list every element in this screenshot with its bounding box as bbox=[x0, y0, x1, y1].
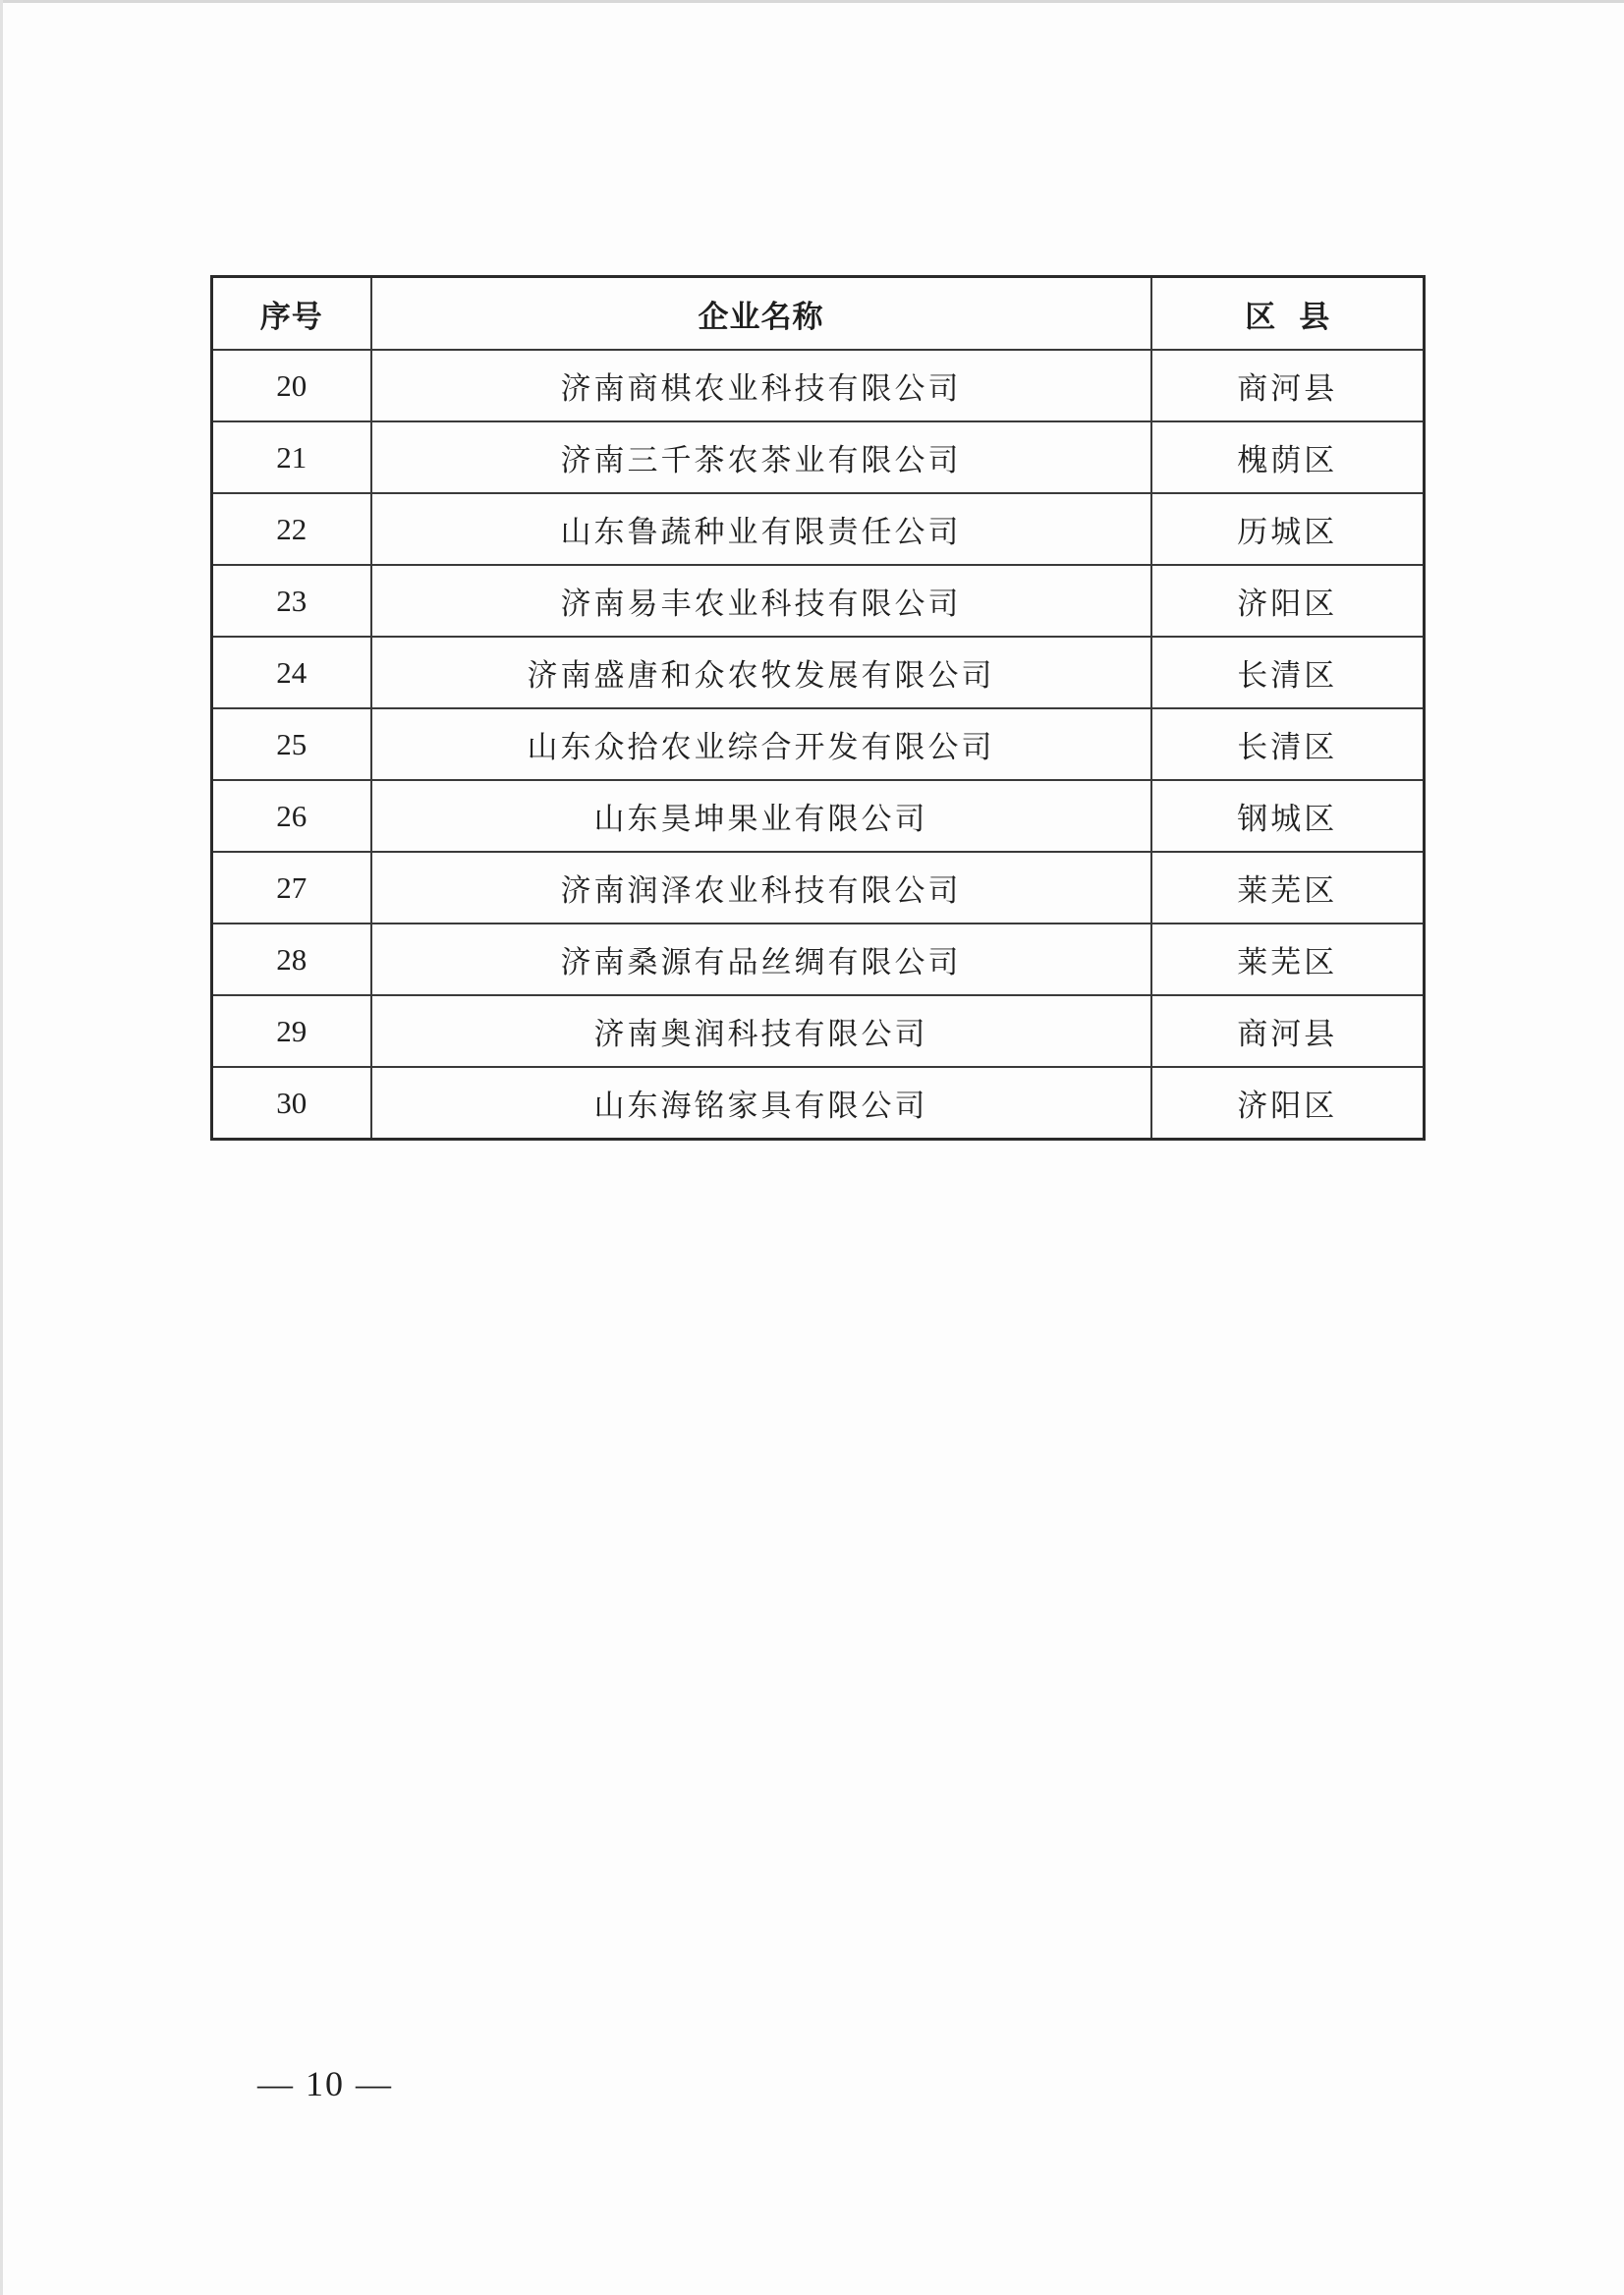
header-index: 序号 bbox=[212, 277, 371, 351]
table-row bbox=[212, 1067, 1425, 1140]
row-company-name: 济南易丰农业科技有限公司 bbox=[371, 565, 1151, 637]
company-list-table bbox=[210, 275, 1426, 1141]
table-row bbox=[212, 924, 1425, 995]
row-district: 莱芜区 bbox=[1151, 924, 1425, 995]
row-district: 莱芜区 bbox=[1151, 852, 1425, 924]
row-district: 历城区 bbox=[1151, 493, 1425, 565]
row-company-name: 济南盛唐和众农牧发展有限公司 bbox=[371, 637, 1151, 708]
page-number: — 10 — bbox=[257, 2064, 393, 2103]
row-district: 槐荫区 bbox=[1151, 421, 1425, 493]
header-company-name: 企业名称 bbox=[371, 277, 1151, 351]
row-company-name: 济南奥润科技有限公司 bbox=[371, 995, 1151, 1067]
row-company-name: 山东众拾农业综合开发有限公司 bbox=[371, 708, 1151, 780]
row-index: 30 bbox=[212, 1067, 371, 1140]
row-district: 商河县 bbox=[1151, 350, 1425, 421]
table-row bbox=[212, 637, 1425, 708]
row-index: 28 bbox=[212, 924, 371, 995]
row-index: 21 bbox=[212, 421, 371, 493]
header-district: 区县 bbox=[1151, 277, 1425, 351]
table-row bbox=[212, 565, 1425, 637]
row-district: 济阳区 bbox=[1151, 565, 1425, 637]
scan-edge-left bbox=[0, 0, 3, 2295]
row-index: 20 bbox=[212, 350, 371, 421]
row-district: 商河县 bbox=[1151, 995, 1425, 1067]
row-company-name: 山东鲁蔬种业有限责任公司 bbox=[371, 493, 1151, 565]
row-district: 长清区 bbox=[1151, 708, 1425, 780]
table-row bbox=[212, 780, 1425, 852]
table-row bbox=[212, 852, 1425, 924]
row-index: 27 bbox=[212, 852, 371, 924]
row-index: 25 bbox=[212, 708, 371, 780]
row-company-name: 山东昊坤果业有限公司 bbox=[371, 780, 1151, 852]
row-company-name: 济南润泽农业科技有限公司 bbox=[371, 852, 1151, 924]
table-row bbox=[212, 350, 1425, 421]
row-company-name: 济南桑源有品丝绸有限公司 bbox=[371, 924, 1151, 995]
row-index: 22 bbox=[212, 493, 371, 565]
table-row bbox=[212, 708, 1425, 780]
row-company-name: 济南三千茶农茶业有限公司 bbox=[371, 421, 1151, 493]
row-index: 24 bbox=[212, 637, 371, 708]
scan-edge-top bbox=[0, 0, 1624, 3]
table-header-row bbox=[212, 277, 1425, 351]
row-index: 29 bbox=[212, 995, 371, 1067]
row-company-name: 山东海铭家具有限公司 bbox=[371, 1067, 1151, 1140]
row-index: 23 bbox=[212, 565, 371, 637]
row-district: 济阳区 bbox=[1151, 1067, 1425, 1140]
row-index: 26 bbox=[212, 780, 371, 852]
row-district: 长清区 bbox=[1151, 637, 1425, 708]
row-district: 钢城区 bbox=[1151, 780, 1425, 852]
table-row bbox=[212, 995, 1425, 1067]
table-row bbox=[212, 493, 1425, 565]
row-company-name: 济南商棋农业科技有限公司 bbox=[371, 350, 1151, 421]
table-row bbox=[212, 421, 1425, 493]
